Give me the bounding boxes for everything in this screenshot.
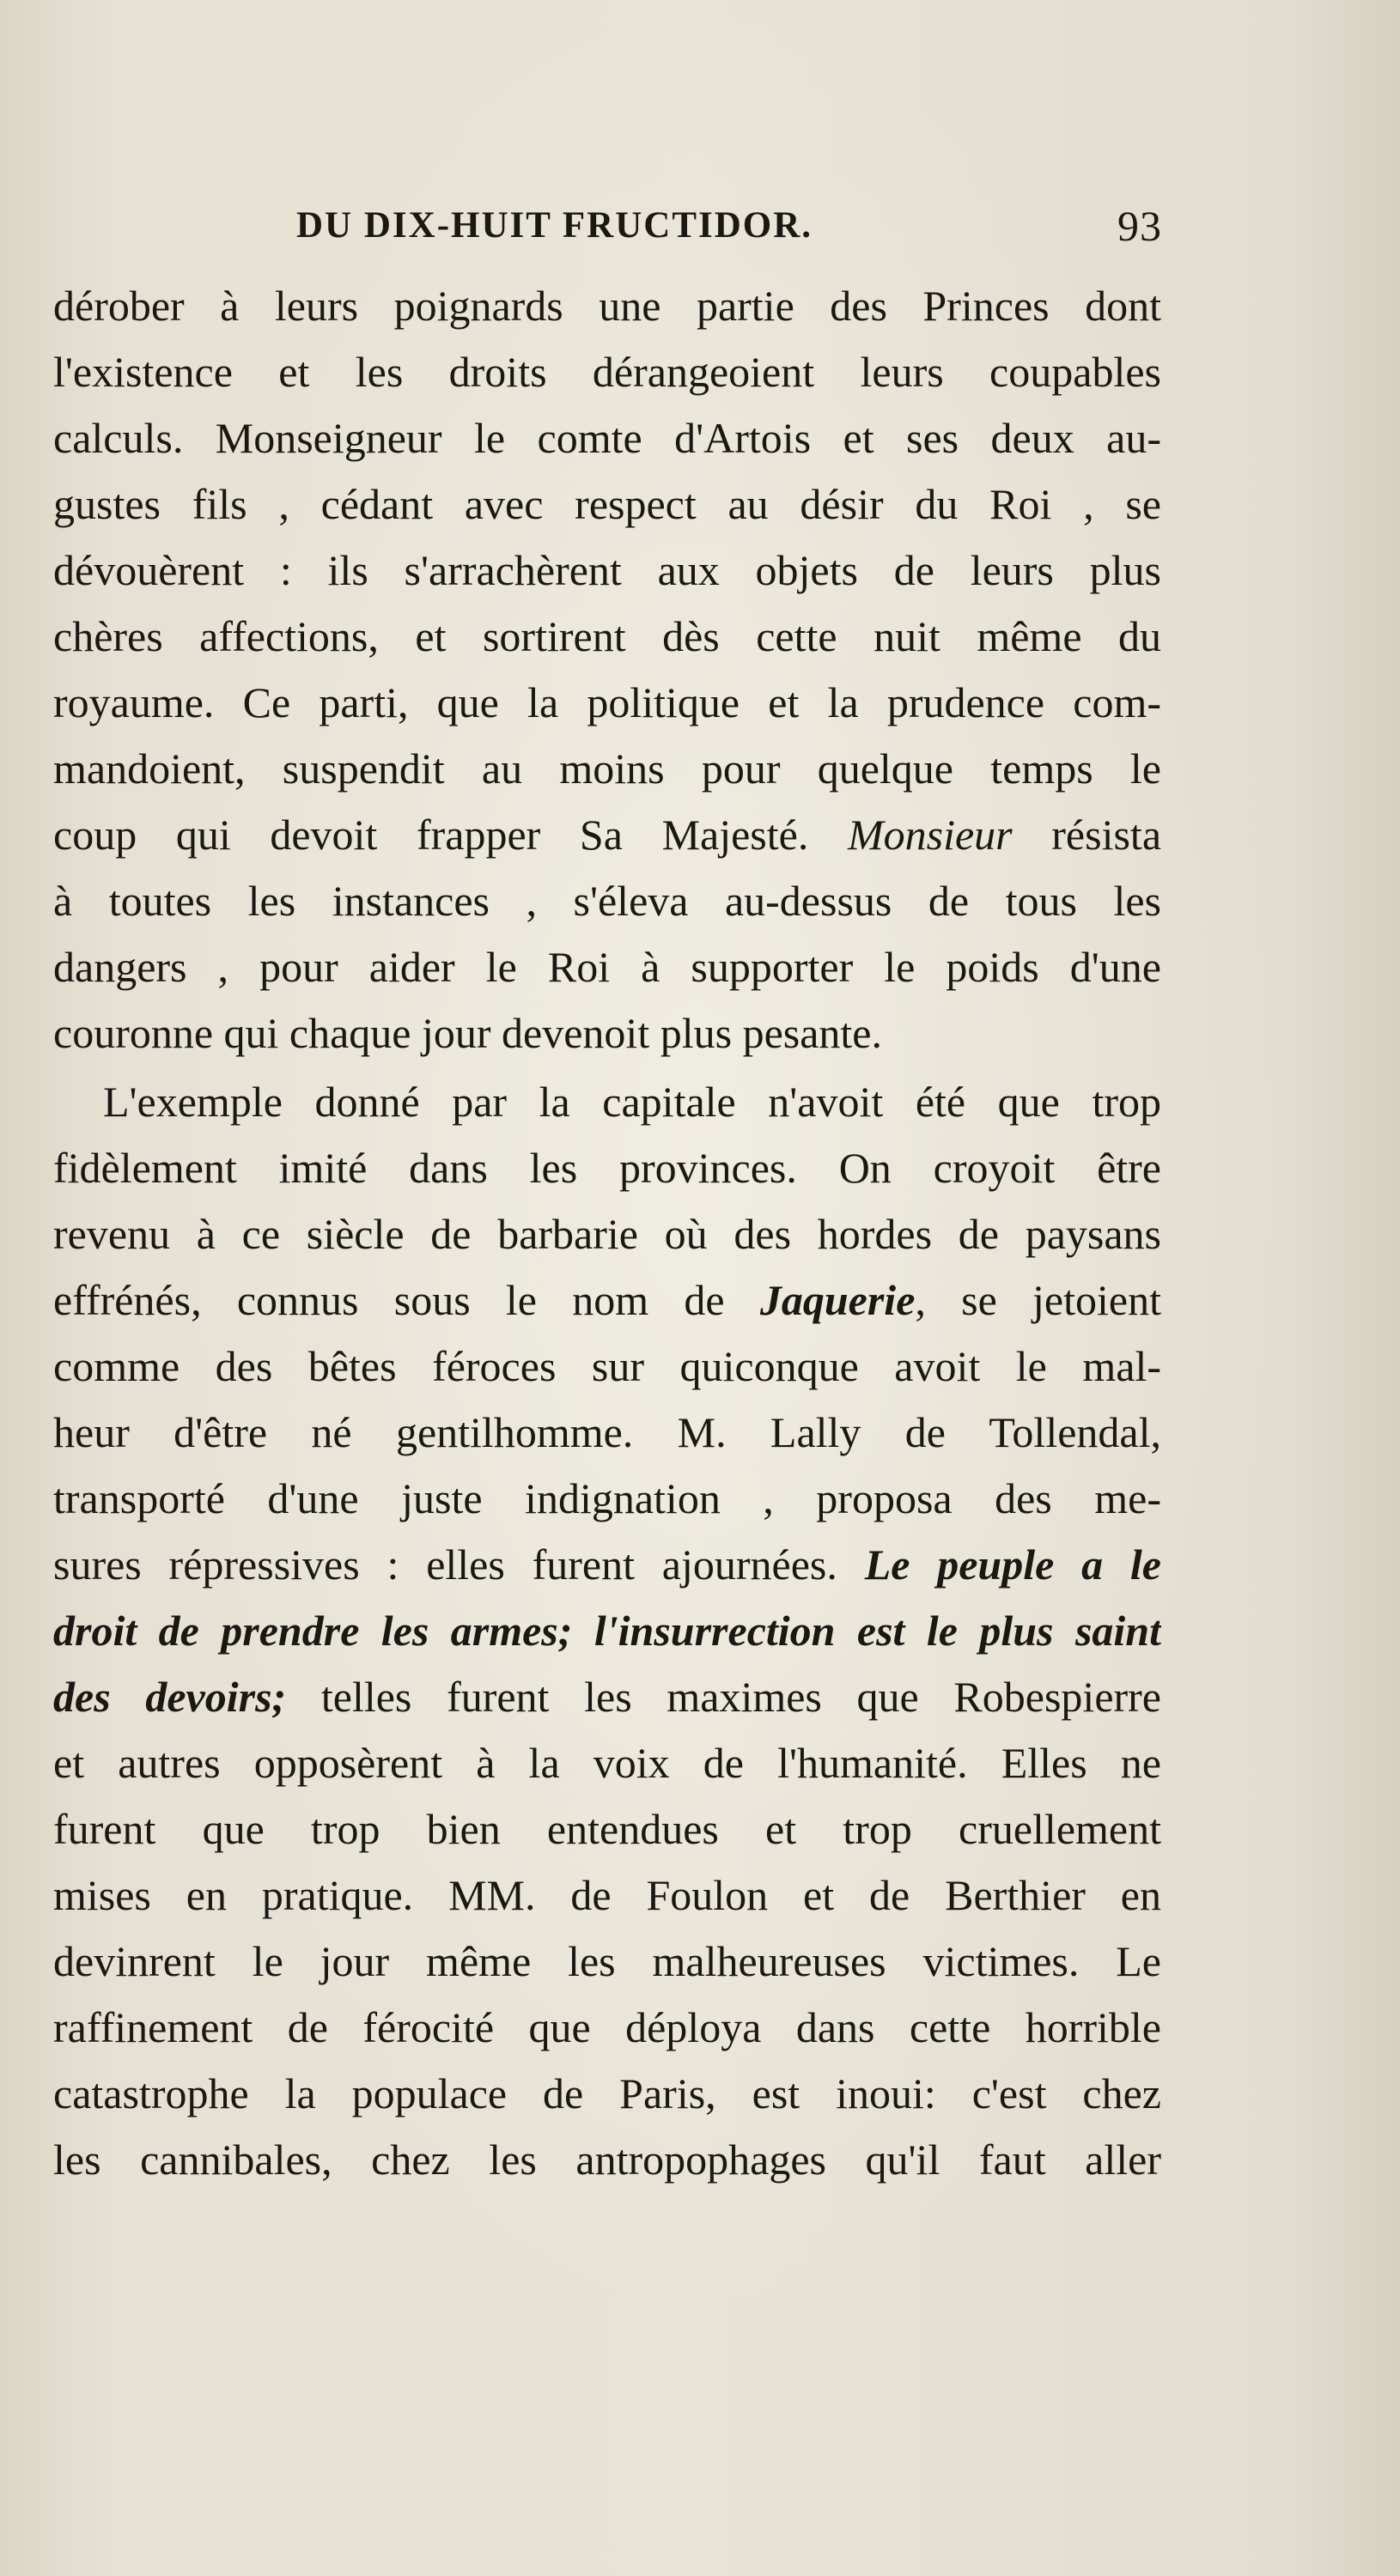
text-line: chères affections, et sortirent dès cette nuit même du — [53, 612, 1161, 660]
page-header — [296, 196, 1162, 256]
paragraph — [53, 273, 1161, 1066]
page-number: 93 — [1117, 202, 1162, 250]
italic-phrase: Jaquerie — [759, 1276, 916, 1324]
text-line: dangers , pour aider le Roi à supporter le poids d'une — [53, 943, 1161, 991]
text-line: calculs. Monseigneur le comte d'Artois et ses deux au- — [53, 414, 1161, 462]
italic-phrase: droit de prendre les armes; l'insurrection est le plus saint — [53, 1607, 1161, 1655]
text-line: dérober à leurs poignards une partie des Princes dont — [53, 282, 1161, 330]
text-line: des devoirs; telles furent les maximes que Robespierre — [53, 1673, 1161, 1721]
text-line: transporté d'une juste indignation , proposa des me- — [53, 1474, 1161, 1522]
italic-phrase: Monsieur — [847, 811, 1013, 859]
text-line: et autres opposèrent à la voix de l'humanité. Elles ne — [53, 1739, 1161, 1787]
text-line: mises en pratique. MM. de Foulon et de Berthier en — [53, 1871, 1161, 1919]
text-line: dévouèrent : ils s'arrachèrent aux objets de leurs plus — [53, 546, 1161, 594]
text-line: à toutes les instances , s'éleva au-dessus de tous les — [53, 877, 1161, 925]
text-line: coup qui devoit frapper Sa Majesté. Monsieur résista — [53, 811, 1161, 859]
text-line: l'existence et les droits dérangeoient leurs coupables — [53, 348, 1161, 396]
text-line: furent que trop bien entendues et trop cruellement — [53, 1805, 1161, 1853]
text-line: heur d'être né gentilhomme. M. Lally de Tollendal, — [53, 1408, 1161, 1456]
text-line: comme des bêtes féroces sur quiconque avoit le mal- — [53, 1342, 1161, 1390]
text-line: devinrent le jour même les malheureuses victimes. Le — [53, 1937, 1161, 1985]
text-line: royaume. Ce parti, que la politique et la prudence com- — [53, 678, 1161, 726]
text-line: mandoient, suspendit au moins pour quelque temps le — [53, 744, 1161, 793]
text-line: couronne qui chaque jour devenoit plus pesante. — [53, 1009, 882, 1057]
running-title: DU DIX-HUIT FRUCTIDOR. — [296, 205, 813, 246]
text-line: L'exemple donné par la capitale n'avoit été que trop — [103, 1078, 1161, 1126]
italic-phrase: des devoirs; — [53, 1673, 287, 1721]
text-line: sures répressives : elles furent ajournées. Le peuple a le — [53, 1540, 1161, 1589]
text-line: fidèlement imité dans les provinces. On croyoit être — [53, 1144, 1161, 1192]
text-line: revenu à ce siècle de barbarie où des hordes de paysans — [53, 1210, 1161, 1258]
text-line: les cannibales, chez les antropophages qu'il faut aller — [53, 2136, 1161, 2184]
text-line — [53, 1598, 1161, 1664]
italic-phrase: Le peuple a le — [864, 1540, 1161, 1589]
paragraph — [53, 1069, 1161, 2193]
text-line: effrénés, connus sous le nom de Jaquerie, se jetoient — [53, 1276, 1161, 1324]
body-text — [53, 273, 1161, 2193]
text-line: gustes fils , cédant avec respect au désir du Roi , se — [53, 480, 1161, 528]
text-line: catastrophe la populace de Paris, est inoui: c'est chez — [53, 2069, 1161, 2117]
text-line: raffinement de férocité que déploya dans cette horrible — [53, 2003, 1161, 2051]
